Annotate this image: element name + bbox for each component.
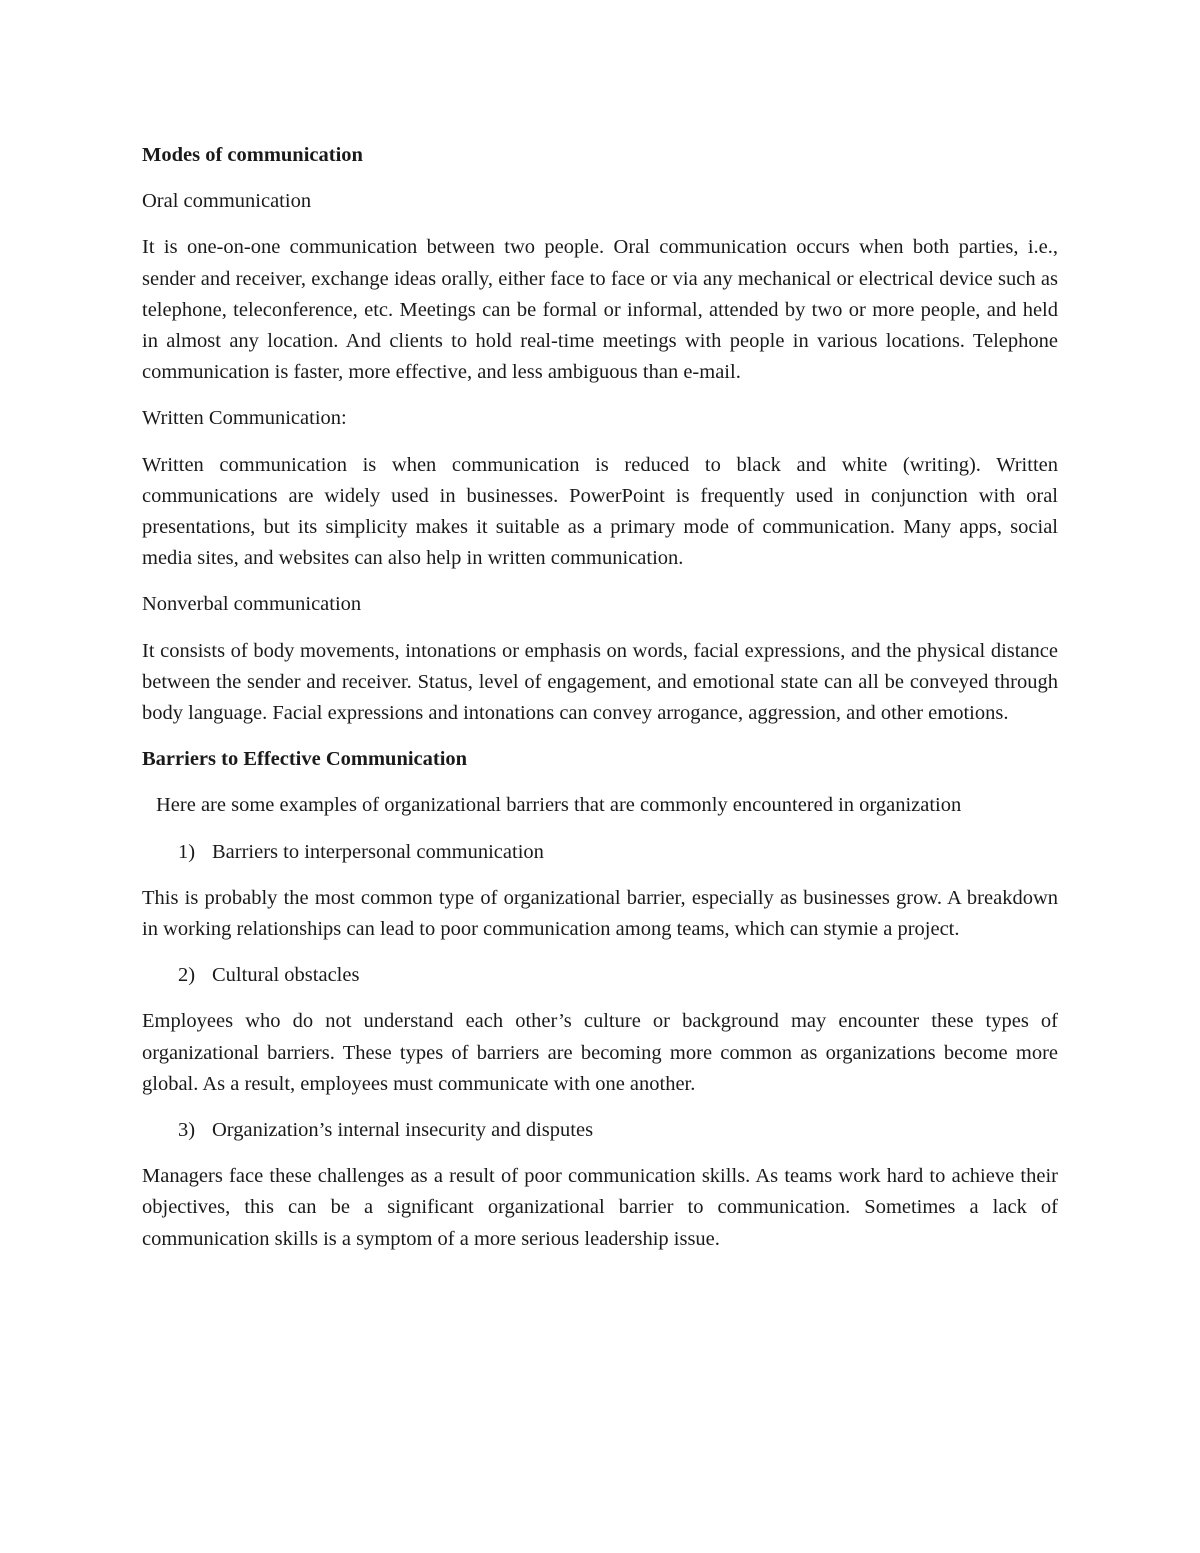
- paragraph-barrier-2: Employees who do not understand each other’s culture or background may encounter these types of organizational barriers. These types of barriers are becoming more common as organizations become more global. As a result, employees must communicate with one another.: [142, 1010, 1058, 1095]
- list-item-title: Barriers to interpersonal communication: [212, 840, 544, 863]
- list-item-barrier-2: [142, 960, 1058, 991]
- paragraph-barriers-intro: Here are some examples of organizational barriers that are commonly encountered in organization: [156, 794, 962, 817]
- document-page: [142, 140, 1058, 1270]
- list-item-barrier-1: [142, 837, 1058, 868]
- paragraph-barrier-1: This is probably the most common type of organizational barrier, especially as businesses grow. A breakdown in working relationships can lead to poor communication among teams, which can stymie a project.: [142, 886, 1058, 941]
- subheading-written-communication: Written Communication:: [142, 407, 347, 430]
- list-item-barrier-3: [142, 1115, 1058, 1146]
- list-item-title: Organization’s internal insecurity and disputes: [212, 1119, 594, 1142]
- list-number: 2): [178, 964, 196, 987]
- paragraph-nonverbal-communication: It consists of body movements, intonations or emphasis on words, facial expressions, and the physical distance between the sender and receiver. Status, level of engagement, and emotional state can all be conveyed through body language. Facial expressions and intonations can convey arrogance, aggression, and other emotions.: [142, 639, 1058, 725]
- list-number: 1): [178, 840, 196, 863]
- subheading-nonverbal-communication: Nonverbal communication: [142, 593, 362, 616]
- subheading-oral-communication: Oral communication: [142, 190, 312, 213]
- paragraph-written-communication: Written communication is when communication is reduced to black and white (writing). Written communications are widely used in businesses. PowerPoint is frequently used in conjunction with oral presentations, but its simplicity makes it suitable as a primary mode of communication. Many apps, social media sites, and websites can also help in written communication.: [142, 453, 1058, 570]
- list-item-title: Cultural obstacles: [212, 964, 360, 987]
- paragraph-oral-communication: It is one-on-one communication between two people. Oral communication occurs when both parties, i.e., sender and receiver, exchange ideas orally, either face to face or via any mechanical or electrical device such as telephone, teleconference, etc. Meetings can be formal or informal, attended by two or more people, and held in almost any location. And clients to hold real-time meetings with people in various locations. Telephone communication is faster, more effective, and less ambiguous than e-mail.: [142, 236, 1058, 384]
- heading-modes-of-communication: Modes of communication: [142, 144, 363, 166]
- list-number: 3): [178, 1119, 196, 1142]
- paragraph-barrier-3: Managers face these challenges as a result of poor communication skills. As teams work hard to achieve their objectives, this can be a significant organizational barrier to communication. Sometimes a lack of communication skills is a symptom of a more serious leadership issue.: [142, 1165, 1058, 1250]
- heading-barriers: Barriers to Effective Communication: [142, 748, 468, 771]
